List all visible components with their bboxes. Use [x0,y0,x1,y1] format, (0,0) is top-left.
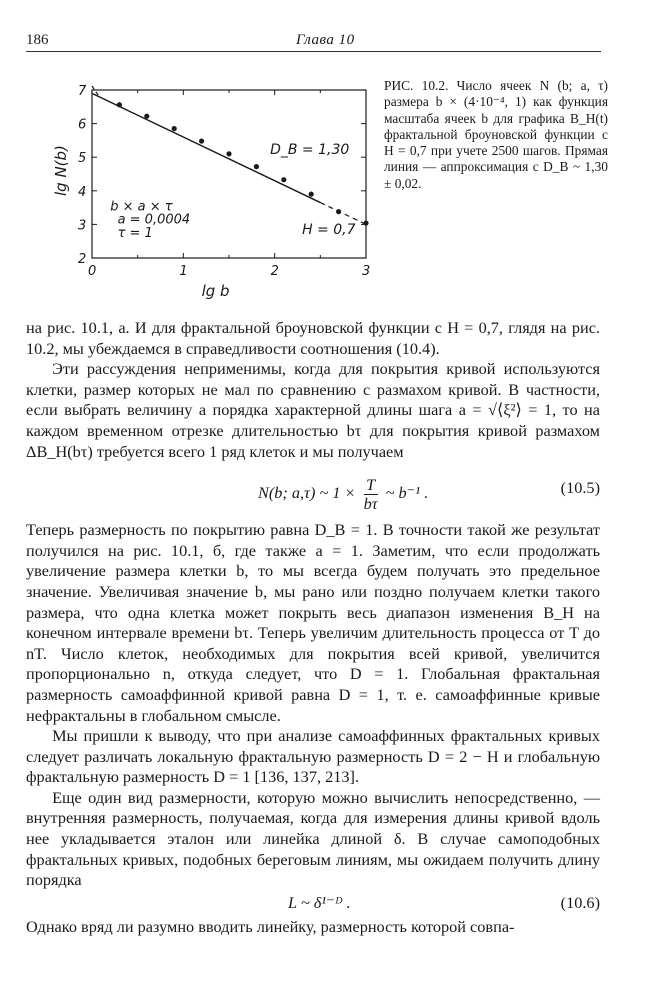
x-tick-label: 2 [270,264,279,279]
chapter-title: Глава 10 [296,32,355,48]
x-tick-label: 3 [362,264,371,279]
legend-line-1: b × a × τ [110,199,173,215]
formula-10-6-body: L ~ δ¹⁻ᴰ . [288,892,351,912]
body-text [26,318,600,937]
paragraph-2: Эти рассуждения неприменимы, когда для покрытия кривой используются клетки, размер которых не мал по сравнению с размахом кривой. В частности, если выбрать величину a порядка характерной длины шага a = √⟨ξ²⟩ = 1, то на каждом временном отрезке длительностью bτ для покрытия кривой размахом ΔB_H(bτ) требуется всего 1 ряд клеток и мы получаем [26,359,600,461]
formula-10-5-denominator: bτ [363,494,378,514]
header-rule [26,51,601,52]
paragraph-1: на рис. 10.1, а. И для фрактальной броуновской функции с H = 0,7, глядя на рис. 10.2, мы убеждаемся в справедливости соотношения (10.4). [26,318,600,358]
y-tick-label: 2 [78,252,87,267]
paragraph-3: Теперь размерность по покрытию равна D_B = 1. В точности такой же результат получился на рис. 10.1, б, где также a = 1. Заметим, что если продолжать увеличение размера клетки b, то мы всегда будем получать это предельное значение. Увеличивая значение b, мы рано или поздно получаем клетки такого размера, что одна клетка может покрыть весь диапазон изменения B_H на конечном интервале времени bτ. Теперь увеличим длительность процесса от T до nT. Число клеток, необходимых для покрытия всей кривой, увеличится пропорционально n, откуда следует, что D = 1. Глобальная фрактальная размерность самоаффинной кривой равна D = 1, т. е. самоаффинные кривые нефрактальны в глобальном смысле. [26,520,600,725]
y-tick-label: 7 [78,84,87,99]
legend-line-2: a = 0,0004 [117,212,191,228]
data-point [226,151,231,156]
data-point [144,114,149,119]
x-tick-label: 0 [88,264,97,279]
chart-svg [50,72,380,312]
y-tick-label: 6 [78,117,87,133]
paragraph-5: Еще один вид размерности, которую можно вычислить непосредственно, — внутренняя размерность, получаемая, когда для измерения длины кривой вдоль нее укладывается эталон или линейка длиной δ. В случае самоподобных фрактальных кривых, подобных береговым линиям, мы ожидаем получить длину порядка [26,787,600,890]
figure-caption: РИС. 10.2. Число ячеек N (b; a, τ) размера b × (4·10⁻⁴, 1) как функция масштаба ячеек b для графика B_H(t) фрактальной броуновской функции с H = 0,7 при учете 2500 шагов. Прямая линия — аппроксимация с D_B ~ 1,30 ± 0,02. [384,78,608,191]
formula-10-6-label: (10.6) [560,892,600,912]
data-point [281,177,286,182]
paragraph-6: Однако вряд ли разумно вводить линейку, размерность которой совпа- [26,916,515,936]
formula-10-5-lhs: N(b; a,τ) ~ 1 × [258,483,356,503]
data-point [336,209,341,214]
formula-10-5-rhs: ~ b⁻¹ . [385,483,429,503]
formula-10-5-fraction [364,476,378,513]
formula-10-5-label: (10.5) [560,478,600,498]
y-tick-label: 4 [78,184,87,200]
y-tick-label: 3 [78,218,87,234]
data-point [117,102,122,107]
annotation-db: D_B = 1,30 [270,141,350,158]
data-point [309,192,314,197]
x-axis-label: lg b [201,282,230,300]
page-number: 186 [26,32,49,48]
formula-10-5-numerator: T [364,476,378,495]
formula-10-5-body [258,476,428,513]
y-axis-label: lg N(b) [52,145,70,196]
annotation-h: H = 0,7 [302,221,356,238]
formula-10-6 [26,891,600,917]
chart-labels [52,142,356,300]
data-point [254,164,259,169]
y-tick-label: 5 [78,151,87,167]
formula-10-5 [26,464,600,518]
legend-line-3: τ = 1 [117,226,153,242]
paragraph-4: Мы пришли к выводу, что при анализе самоаффинных фрактальных кривых следует различать локальную фрактальную размерность D = 2 − H и глобальную фрактальную размерность D = 1 [136, 137, 213]. [26,726,600,787]
data-point [199,138,204,143]
figure-10-2 [50,72,380,312]
data-point [363,220,368,225]
data-point [172,126,177,131]
chart-ticks [78,84,370,279]
x-tick-label: 1 [179,264,188,279]
page-header [26,30,601,52]
